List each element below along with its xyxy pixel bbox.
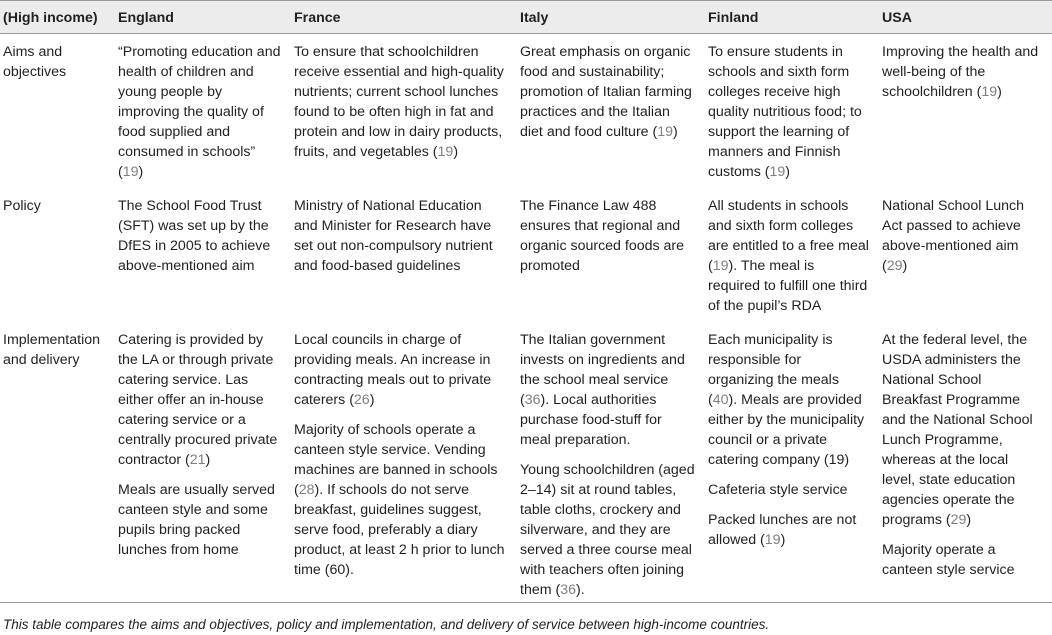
cell-text: Meals are usually served canteen style and some pupils bring packed lunches from home [118, 482, 275, 558]
table-cell [708, 34, 882, 191]
table-row [0, 324, 1052, 603]
reference-link[interactable]: 29 [886, 258, 903, 274]
reference-link[interactable]: 40 [712, 392, 729, 408]
table-cell [882, 34, 1052, 191]
table-cell [118, 190, 294, 324]
table-cell [294, 190, 520, 324]
table-row [0, 190, 1052, 324]
reference-link[interactable]: 19 [122, 164, 139, 180]
row-label [0, 34, 118, 191]
table-row [0, 34, 1052, 191]
reference-link[interactable]: 19 [712, 258, 729, 274]
cell-paragraph [118, 330, 282, 470]
cell-text: The Finance Law 488 ensures that regional and organic sourced foods are promoted [520, 198, 685, 274]
cell-paragraph [708, 330, 870, 470]
row-label-text: Implementation and delivery [3, 332, 100, 368]
cell-text: All students in schools and sixth form colleges are entitled to a free meal ( [708, 198, 869, 274]
cell-text: ) [966, 512, 972, 528]
table-cell [294, 324, 520, 603]
cell-paragraph [520, 330, 696, 450]
reference-link[interactable]: 36 [524, 392, 541, 408]
table-cell [520, 324, 708, 603]
cell-text: ) [785, 164, 791, 180]
cell-paragraph [118, 480, 282, 560]
cell-text: Majority operate a canteen style service [882, 542, 1015, 578]
cell-text: ) [673, 124, 678, 140]
cell-paragraph [294, 196, 508, 276]
cell-text: ). Local authorities purchase food-stuff for meal preparation. [520, 392, 662, 448]
cell-paragraph [708, 510, 870, 550]
cell-text: Majority of schools operate a canteen style service. Vending machines are banned in schools ( [294, 422, 498, 498]
table-cell [520, 190, 708, 324]
reference-link[interactable]: 26 [353, 392, 370, 408]
cell-text: ) [780, 532, 786, 548]
cell-paragraph [520, 42, 696, 142]
cell-text: ) [902, 258, 908, 274]
cell-text: Young schoolchildren (aged 2–14) sit at round tables, table cloths, crockery and silverware, and they are served a three course meal with teachers often joining them ( [520, 462, 695, 598]
cell-text: ) [138, 164, 144, 180]
cell-text: Great emphasis on organic food and sustainability; promotion of Italian farming practices and the Italian diet and food culture ( [520, 44, 692, 140]
cell-text: The Italian government invests on ingredients and the school meal service ( [520, 332, 685, 408]
reference-link[interactable]: 19 [657, 124, 674, 140]
cell-paragraph [708, 42, 870, 182]
cell-paragraph [882, 330, 1040, 530]
header-row [0, 1, 1052, 34]
cell-text: To ensure students in schools and sixth form colleges receive high quality nutritious food; to support the learning of manners and Finnish customs ( [708, 44, 862, 180]
reference-link[interactable]: 28 [298, 482, 315, 498]
cell-paragraph [708, 196, 870, 316]
table-cell [118, 34, 294, 191]
header-cell: (High income) [0, 1, 118, 34]
header-cell: USA [882, 1, 1052, 34]
reference-link[interactable]: 19 [437, 144, 454, 160]
table-cell [520, 34, 708, 191]
reference-link[interactable]: 19 [764, 532, 781, 548]
row-label-text: Aims and objectives [3, 44, 67, 80]
cell-text: ). If schools do not serve breakfast, guidelines suggest, serve food, preferably a diary product, at least 2 h prior to lunch time (60). [294, 482, 505, 578]
cell-paragraph [294, 330, 508, 410]
cell-text: ). The meal is required to fulfill one third of the pupil’s RDA [708, 258, 868, 314]
header-cell: France [294, 1, 520, 34]
cell-paragraph [708, 480, 870, 500]
reference-link[interactable]: 19 [769, 164, 786, 180]
header-cell: Finland [708, 1, 882, 34]
cell-paragraph [882, 196, 1040, 276]
table-cell [882, 190, 1052, 324]
table-cell [882, 324, 1052, 603]
table-cell [118, 324, 294, 603]
cell-text: Packed lunches are not allowed ( [708, 512, 857, 548]
table-footnote: This table compares the aims and objectives, policy and implementation, and delivery of service between high-income countries. [3, 617, 770, 632]
cell-paragraph [520, 196, 696, 276]
cell-paragraph [294, 420, 508, 580]
cell-paragraph [520, 460, 696, 600]
cell-text: Local councils in charge of providing meals. An increase in contracting meals out to private caterers ( [294, 332, 492, 408]
cell-paragraph [294, 42, 508, 162]
cell-text: “Promoting education and health of children and young people by improving the quality of food supplied and consumed in schools” ( [118, 44, 281, 180]
row-label [0, 324, 118, 603]
table-cell [294, 34, 520, 191]
cell-text: ) [997, 84, 1002, 100]
cell-paragraph [882, 42, 1040, 102]
cell-text: ). [576, 582, 585, 598]
cell-text: ) [369, 392, 375, 408]
cell-paragraph [118, 42, 282, 182]
cell-text: Improving the health and well-being of the schoolchildren ( [882, 44, 1039, 100]
reference-link[interactable]: 29 [950, 512, 967, 528]
reference-link[interactable]: 21 [189, 452, 206, 468]
cell-text: ) [205, 452, 211, 468]
table-cell [708, 190, 882, 324]
cell-text: The School Food Trust (SFT) was set up by the DfES in 2005 to achieve above-mentioned aim [118, 198, 271, 274]
row-label [0, 190, 118, 324]
table-cell [708, 324, 882, 603]
reference-link[interactable]: 19 [981, 84, 998, 100]
cell-text: To ensure that schoolchildren receive essential and high-quality nutrients; current school lunches found to be often high in fat and protein and low in dairy products, fruits, and vegetables ( [294, 44, 504, 160]
cell-text: ). Meals are provided either by the municipality council or a private catering company (19) [708, 392, 865, 468]
cell-text: Catering is provided by the LA or through private catering service. Las either offer an in-house catering service or a centrally procured private contractor ( [118, 332, 278, 468]
cell-text: ) [453, 144, 459, 160]
cell-text: Cafeteria style service [708, 482, 848, 498]
cell-text: National School Lunch Act passed to achieve above-mentioned aim ( [882, 198, 1024, 274]
header-cell: Italy [520, 1, 708, 34]
cell-paragraph [882, 540, 1040, 580]
header-cell: England [118, 1, 294, 34]
reference-link[interactable]: 36 [560, 582, 576, 598]
row-label-text: Policy [3, 198, 41, 214]
cell-text: Ministry of National Education and Minister for Research have set out non-compulsory nutrient and food-based guidelines [294, 198, 493, 274]
cell-paragraph [118, 196, 282, 276]
cell-text: At the federal level, the USDA administers the National School Breakfast Programme and the National School Lunch Programme, whereas at the local level, state education agencies operate the programs ( [882, 332, 1033, 528]
cell-text: Each municipality is responsible for organizing the meals ( [708, 332, 839, 408]
